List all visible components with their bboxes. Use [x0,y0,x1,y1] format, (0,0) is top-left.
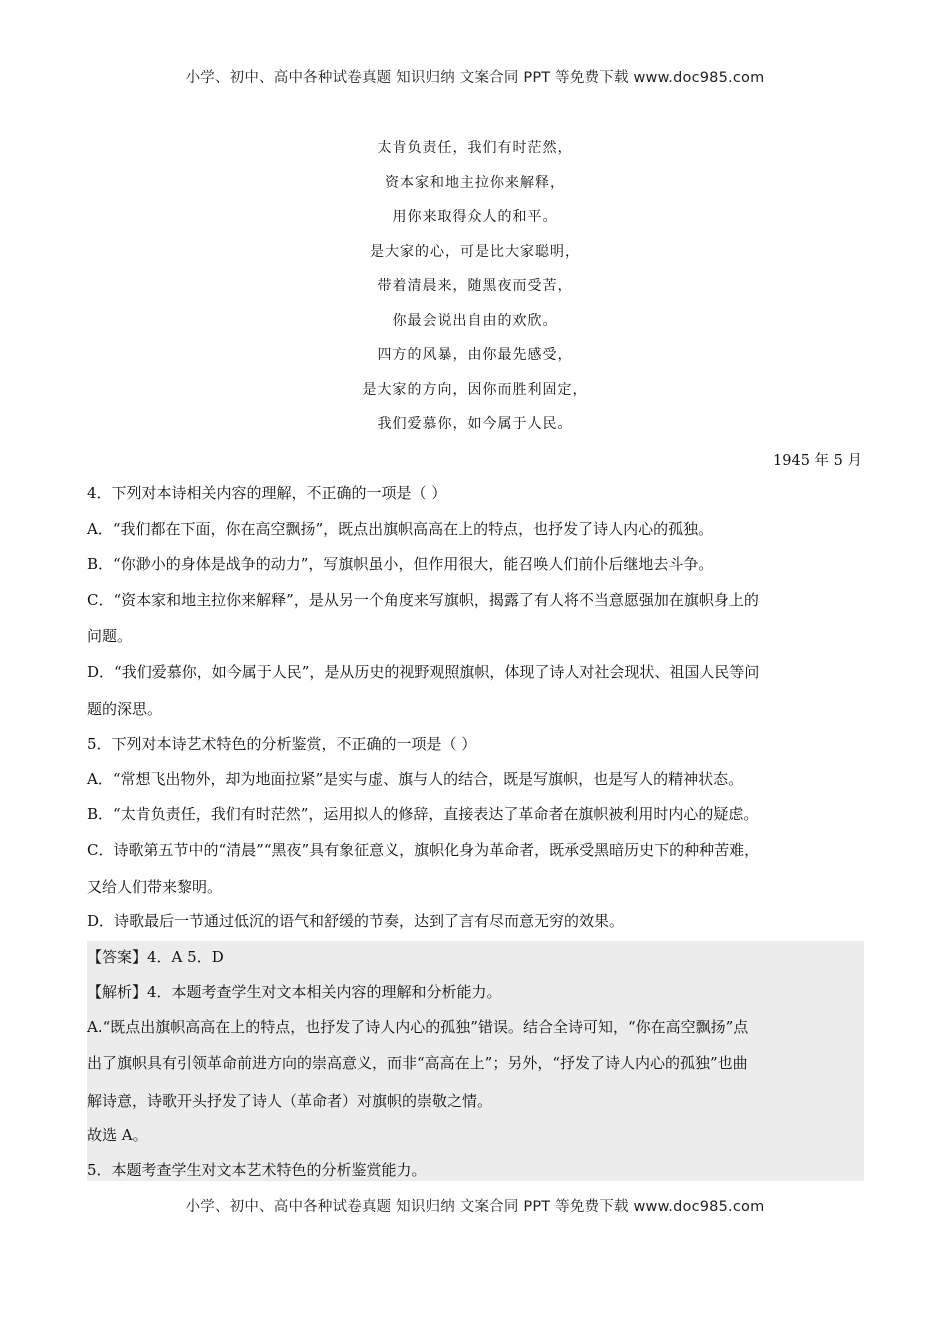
poem-date: 1945 年 5 月 [773,453,862,469]
q4-stem: 4．下列对本诗相关内容的理解，不正确的一项是（ ） [87,484,447,502]
poem-line: 资本家和地主拉你来解释， [385,174,565,191]
q5-option-b: B．“太肯负责任，我们有时茫然”，运用拟人的修辞，直接表达了革命者在旗帜被利用时内心的疑虑。 [87,805,759,823]
q5-option-d: D．诗歌最后一节通过低沉的语气和舒缓的节奏，达到了言有尽而意无穷的效果。 [87,912,625,930]
q5-option-a: A．“常想飞出物外，却为地面拉紧”是实与虚、旗与人的结合，既是写旗帜，也是写人的精神状态。 [87,770,744,788]
q4-option-c-cont: 问题。 [87,627,133,645]
analysis-line: 出了旗帜具有引领革命前进方向的崇高意义，而非“高高在上”；另外，“抒发了诗人内心的孤独”也曲 [87,1054,748,1072]
poem-line: 用你来取得众人的和平。 [392,209,558,225]
analysis-line: 5．本题考查学生对文本艺术特色的分析鉴赏能力。 [87,1161,427,1179]
q4-option-d: D．“我们爱慕你，如今属于人民”，是从历史的视野观照旗帜，体现了诗人对社会现状、祖国人民等问 [87,663,760,681]
q4-option-b: B．“你渺小的身体是战争的动力”，写旗帜虽小，但作用很大，能召唤人们前仆后继地去斗争。 [87,555,714,573]
q5-option-c: C．诗歌第五节中的“清晨”“黑夜”具有象征意义，旗帜化身为革命者，既承受黑暗历史下的种种苦难， [87,841,760,859]
analysis-line: 解诗意，诗歌开头抒发了诗人（革命者）对旗帜的崇敬之情。 [87,1092,493,1110]
poem-line: 是大家的方向，因你而胜利固定， [362,381,588,398]
analysis-line: 【解析】4．本题考查学生对文本相关内容的理解和分析能力。 [87,983,502,1001]
q5-option-c-cont: 又给人们带来黎明。 [87,878,223,896]
poem-line: 带着清晨来，随黑夜而受苦， [377,278,573,294]
q5-stem: 5．下列对本诗艺术特色的分析鉴赏，不正确的一项是（ ） [87,735,477,753]
poem-line: 我们爱慕你，如今属于人民。 [377,416,573,432]
analysis-line: 故选 A。 [87,1126,148,1144]
q4-option-c: C．“资本家和地主拉你来解释”，是从另一个角度来写旗帜，揭露了有人将不当意愿强加在旗帜身上的 [87,591,759,609]
analysis-line: A.“既点出旗帜高高在上的特点，也抒发了诗人内心的孤独”错误。结合全诗可知，“你在高空飘扬”点 [87,1018,749,1036]
q4-option-a: A．“我们都在下面，你在高空飘扬”，既点出旗帜高高在上的特点，也抒发了诗人内心的孤独。 [87,520,714,538]
poem-line: 太肯负责任，我们有时茫然， [377,140,573,156]
poem-line: 是大家的心，可是比大家聪明， [370,243,580,260]
poem [0,136,950,447]
q4-option-d-cont: 题的深思。 [87,700,163,718]
poem-line: 四方的风暴，由你最先感受， [377,347,573,363]
poem-line: 你最会说出自由的欢欣。 [392,312,558,329]
answer-line: 【答案】4．A 5．D [87,948,224,966]
page-header: 小学、初中、高中各种试卷真题 知识归纳 文案合同 PPT 等免费下载 www.doc985.com [185,70,765,86]
page-footer: 小学、初中、高中各种试卷真题 知识归纳 文案合同 PPT 等免费下载 www.doc985.com [185,1199,765,1215]
